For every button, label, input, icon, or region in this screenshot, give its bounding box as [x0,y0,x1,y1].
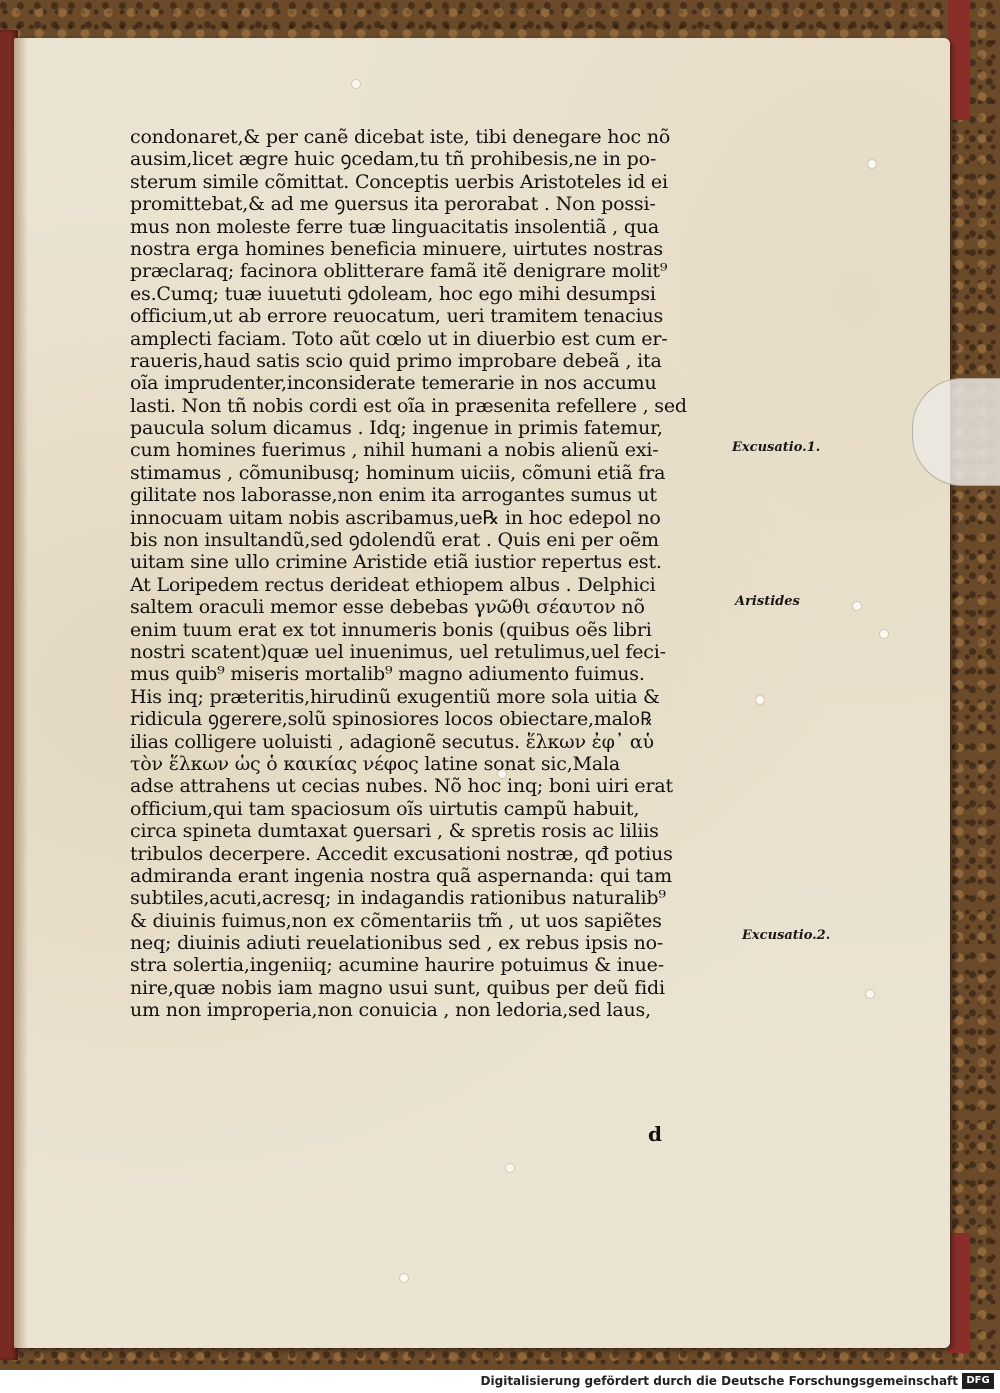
text-line: subtiles,acuti,acresq; in indagandis rationibus naturalib⁹ [130,887,666,910]
page-gutter-shadow [14,38,28,1348]
text-line: sterum simile cõmittat. Conceptis uerbis Aristoteles id ei [130,170,668,193]
text-line: nostri scatent)quæ uel inuenimus, uel retulimus,uel feci- [130,640,666,663]
text-line: amplecti faciam. Toto aũt cœlo ut in diuerbio est cum er- [130,327,668,350]
text-line: & diuinis fuimus,non ex cõmentariis tm̃ , ut uos sapiẽtes [130,909,662,932]
text-line: neq; diuinis adiuti reuelationibus sed , ex rebus ipsis no- [130,932,664,955]
dfg-logo: DFG [962,1373,994,1389]
text-line: ausim,licet ægre huic ꝯcedam,tu tñ prohibesis,ne in po- [130,148,657,171]
wormhole [866,990,874,998]
marginal-note-excusatio-1: Excusatio.1. [732,440,821,455]
text-line: cum homines fuerimus , nihil humani a nobis alienũ exi- [130,439,659,462]
text-line: condonaret,& per canẽ dicebat iste, tibi denegare hoc nõ [130,126,671,148]
catchword: d [648,1122,662,1146]
funding-credit: Digitalisierung gefördert durch die Deutsche Forschungsgemeinschaft [480,1374,958,1388]
text-line: stra solertia,ingeniiq; acumine haurire potuimus & inue- [130,954,664,977]
text-line: ilias colligere uoluisti , adagionẽ secutus. ἕλκων ἐφ᾽ αὑ [130,730,654,753]
text-line: officium,qui tam spaciosum oĩs uirtutis campũ habuit, [130,797,640,820]
text-line: τὸν ἕλκων ὡς ὁ καικίας νέφος latine sonat sic,Mala [130,752,620,775]
marginal-note-excusatio-2: Excusatio.2. [742,928,831,943]
text-line: ridicula ꝯgerere,solũ spinosiores locos obiectare,malo℞ [130,708,652,731]
wormhole [868,160,876,168]
text-line: bis non insultandũ,sed ꝯdolendũ erat . Quis eni per oẽm [130,529,659,552]
wormhole [880,630,888,638]
wormhole [506,1164,514,1172]
text-line: mus quib⁹ miseris mortalib⁹ magno adiumento fuimus. [130,663,645,686]
marginal-note-aristides: Aristides [735,594,800,609]
binding-corner-top [948,0,970,120]
text-line: præclaraq; facinora oblitterare famã itẽ denigrare molit⁹ [130,260,668,283]
text-line: mus non moleste ferre tuæ linguacitatis insolentiã , qua [130,215,659,238]
main-text [130,126,740,1022]
wormhole [756,696,764,704]
text-line: paucula solum dicamus . Idq; ingenue in primis fatemur, [130,417,663,440]
text-line: At Loripedem rectus derideat ethiopem albus . Delphici [130,573,656,596]
text-line: saltem oraculi memor esse debebas γνῶθι σέαυτον nõ [130,596,645,619]
text-line: His inq; præteritis,hirudinũ exugentiũ more sola uitia & [130,685,660,708]
text-line: es.Cumq; tuæ iuuetuti ꝯdoleam, hoc ego mihi desumpsi [130,282,656,305]
wormhole [352,80,360,88]
text-line: circa spineta dumtaxat ꝯuersari , & spretis rosis ac liliis [130,820,659,843]
text-line: promittebat,& ad me ꝯuersus ita perorabat . Non possi- [130,193,656,216]
text-line: raueris,haud satis scio quid primo improbare debeã , ita [130,349,662,372]
text-line: nostra erga homines beneficia minuere, uirtutes nostras [130,237,663,260]
text-line: adse attrahens ut cecias nubes. Nõ hoc inq; boni uiri erat [130,775,673,798]
text-line: gilitate nos laborasse,non enim ita arrogantes sumus ut [130,484,657,507]
text-line: enim tuum erat ex tot innumeris bonis (quibus oẽs libri [130,618,652,641]
wormhole [853,602,861,610]
text-line: oĩa imprudenter,inconsiderate temerarie in nos accumu [130,372,657,395]
text-line: uitam sine ullo crimine Aristide etiã iustior repertus est. [130,551,662,574]
text-line: tribulos decerpere. Accedit excusationi nostræ, qđ potius [130,842,673,865]
text-line: officium,ut ab errore reuocatum, ueri tramitem tenacius [130,305,664,328]
text-line: stimamus , cõmunibusq; hominum uiciis, cõmuni etiã fra [130,461,666,484]
footer-bar [0,1370,1000,1393]
text-line: nire,quæ nobis iam magno usui sunt, quibus per deũ fidi [130,976,665,999]
wormhole [400,1274,408,1282]
text-line: innocuam uitam nobis ascribamus,ue℞ in hoc edepol no [130,506,661,529]
binding-corner-bottom [948,1233,970,1353]
text-line: lasti. Non tñ nobis cordi est oĩa in præsenita refellere , sed [130,394,687,417]
text-line: admiranda erant ingenia nostra quã aspernanda: qui tam [130,864,672,887]
page-marker-tab [912,378,1000,486]
text-line: um non improperia,non conuicia , non ledoria,sed laus, [130,999,651,1022]
